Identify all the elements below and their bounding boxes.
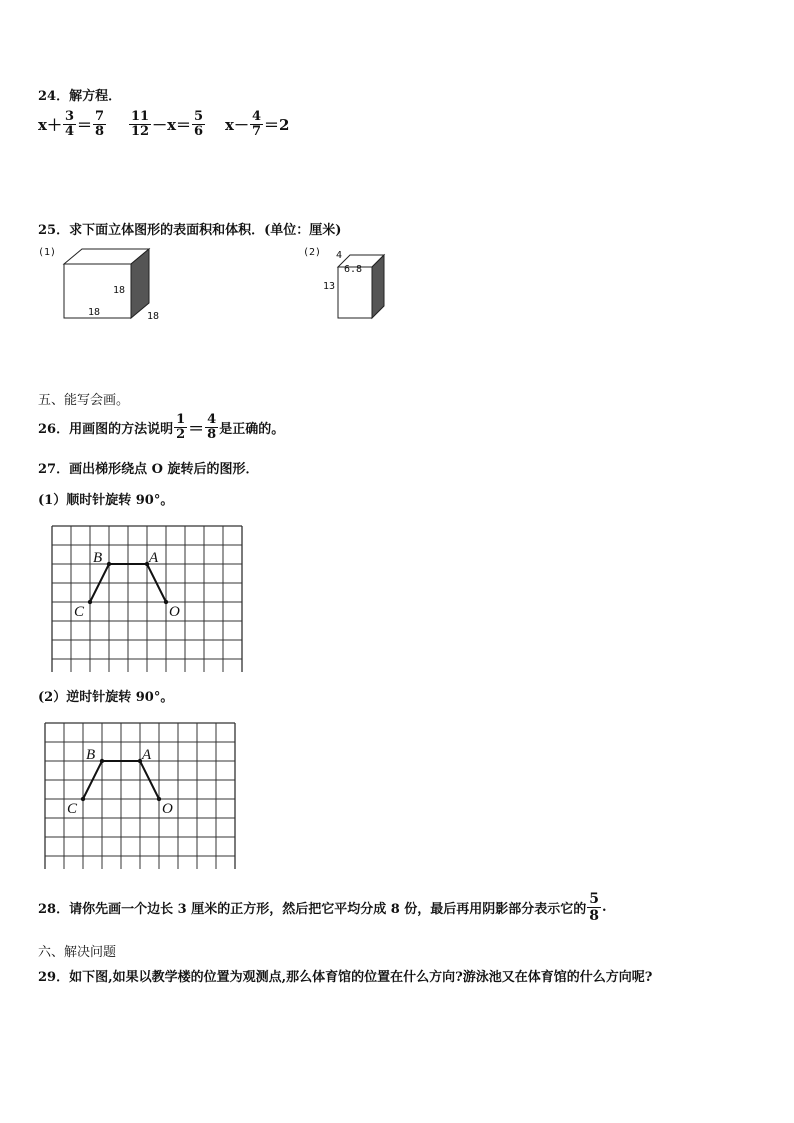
section-6-heading: 六、解决问题 <box>38 945 117 960</box>
point-c <box>81 797 85 801</box>
point-label-c: C <box>67 801 78 817</box>
denominator: 8 <box>95 124 105 139</box>
fraction <box>192 110 205 139</box>
numerator: 11 <box>131 109 150 124</box>
q27-title: 27．画出梯形绕点 O 旋转后的图形． <box>38 462 259 477</box>
q28-text-b: . <box>602 900 607 915</box>
denominator: 12 <box>131 124 150 139</box>
prism-figure <box>334 252 388 322</box>
q26-text-b: 是正确的。 <box>219 422 285 437</box>
eq2-mid: －x＝ <box>152 116 192 134</box>
prism-height-label: 13 <box>323 281 336 292</box>
point-b <box>100 759 104 763</box>
denominator: 4 <box>64 124 74 139</box>
grid-clockwise <box>50 524 246 672</box>
q26-equals: ＝ <box>188 419 205 438</box>
fraction <box>63 110 76 139</box>
point-label-o: O <box>162 801 173 817</box>
q24-title: 24．解方程． <box>38 89 122 104</box>
numerator: 4 <box>207 412 217 427</box>
point-label-c: C <box>74 604 85 620</box>
grid-counterclockwise <box>43 721 239 869</box>
point-label-b: B <box>86 747 96 763</box>
numerator: 4 <box>251 109 261 124</box>
cube-height-label: 18 <box>113 285 126 296</box>
fraction <box>174 413 187 442</box>
denominator: 8 <box>589 908 600 924</box>
q26 <box>38 413 284 442</box>
q29: 29．如下图,如果以教学楼的位置为观测点,那么体育馆的位置在什么方向?游泳池又在体育馆的什么方向呢? <box>38 970 653 985</box>
q28 <box>38 891 607 924</box>
fraction <box>93 110 106 139</box>
prism-length-label: 6.8 <box>344 264 363 275</box>
eq1-mid: ＝ <box>77 116 93 134</box>
fraction <box>587 891 601 924</box>
section-5-heading: 五、能写会画。 <box>38 393 130 408</box>
numerator: 3 <box>64 109 74 124</box>
fraction <box>205 413 218 442</box>
point-c <box>88 600 92 604</box>
denominator: 7 <box>251 124 261 139</box>
denominator: 8 <box>207 427 217 442</box>
numerator: 1 <box>176 412 186 427</box>
q25-title: 25．求下面立体图形的表面积和体积．(单位：厘米) <box>38 223 342 238</box>
fig2-label: (2) <box>303 247 322 258</box>
point-label-a: A <box>142 747 152 763</box>
point-o <box>157 797 161 801</box>
fig1-label: (1) <box>38 247 57 258</box>
q26-text-a: 26．用画图的方法说明 <box>38 422 174 437</box>
fraction <box>129 110 151 139</box>
numerator: 5 <box>589 891 600 907</box>
point-b <box>107 562 111 566</box>
denominator: 6 <box>194 124 204 139</box>
numerator: 7 <box>95 109 105 124</box>
q27-part1: (1）顺时针旋转 90°。 <box>38 493 174 508</box>
eq3-left: x－ <box>225 116 249 134</box>
equation-2 <box>128 110 206 139</box>
equation-1 <box>38 110 107 139</box>
eq1-left: x＋ <box>38 116 62 134</box>
point-o <box>164 600 168 604</box>
cube-length-label: 18 <box>88 307 101 318</box>
q27-part2: (2）逆时针旋转 90°。 <box>38 690 174 705</box>
point-label-a: A <box>149 550 159 566</box>
point-label-o: O <box>169 604 180 620</box>
fraction <box>250 110 263 139</box>
cube-width-label: 18 <box>147 311 160 322</box>
numerator: 5 <box>194 109 204 124</box>
denominator: 2 <box>176 427 186 442</box>
point-label-b: B <box>93 550 103 566</box>
equation-3 <box>225 110 289 139</box>
eq3-right: ＝2 <box>264 116 290 134</box>
prism-width-label: 4 <box>336 250 343 261</box>
q28-text-a: 28．请你先画一个边长 3 厘米的正方形，然后把它平均分成 8 份，最后再用阴影部分表示它的 <box>38 902 587 917</box>
